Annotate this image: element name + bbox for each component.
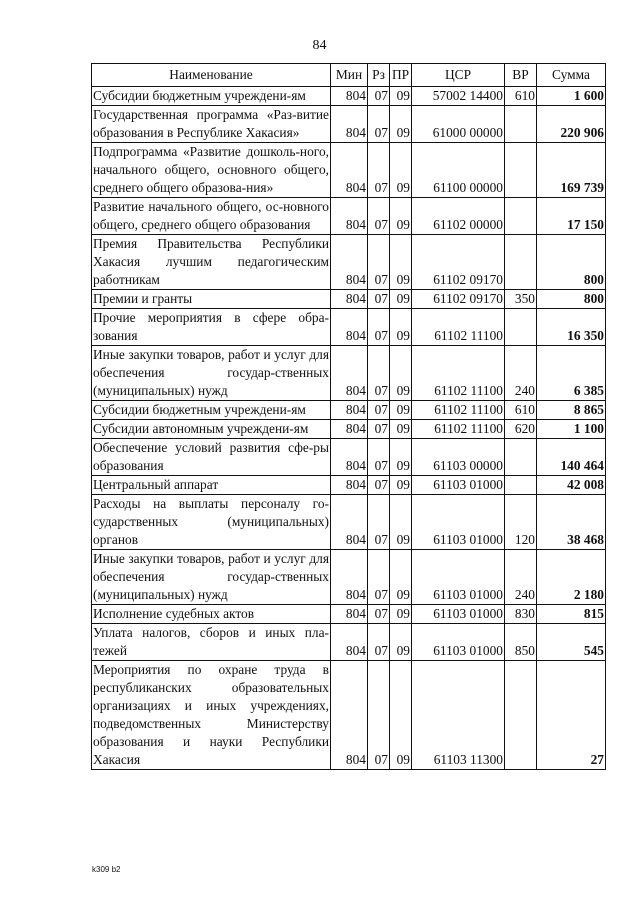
row-name: Мероприятия по охране труда в республиканских образовательных организациях и иных учреждениях, подведомственных Министерству образования и науки Республики Хакасия: [92, 661, 331, 770]
row-rz: 07: [368, 624, 390, 661]
row-min: 804: [331, 420, 368, 439]
row-min: 804: [331, 495, 368, 550]
row-min: 804: [331, 198, 368, 235]
row-amount: 38 468: [537, 495, 606, 550]
table-row: [92, 624, 606, 661]
row-vr: 610: [505, 87, 537, 106]
row-csr: 61103 11300: [412, 661, 505, 770]
row-vr: 830: [505, 605, 537, 624]
row-pr: 09: [390, 346, 412, 401]
row-pr: 09: [390, 401, 412, 420]
row-amount: 6 385: [537, 346, 606, 401]
row-vr: 240: [505, 550, 537, 605]
row-amount: 16 350: [537, 309, 606, 346]
row-vr: [505, 309, 537, 346]
row-amount: 8 865: [537, 401, 606, 420]
row-amount: 800: [537, 290, 606, 309]
row-vr: [505, 476, 537, 495]
row-pr: 09: [390, 476, 412, 495]
row-vr: [505, 661, 537, 770]
column-header-pr: ПР: [390, 64, 412, 87]
table-row: [92, 87, 606, 106]
table-row: [92, 401, 606, 420]
row-csr: 61103 00000: [412, 439, 505, 476]
budget-table: [91, 63, 606, 770]
row-csr: 61102 11100: [412, 346, 505, 401]
table-row: [92, 309, 606, 346]
column-header-name: Наименование: [92, 64, 331, 87]
row-amount: 42 008: [537, 476, 606, 495]
row-csr: 61103 01000: [412, 495, 505, 550]
footer-code: k309 b2: [92, 865, 121, 874]
row-vr: [505, 235, 537, 290]
row-min: 804: [331, 309, 368, 346]
row-min: 804: [331, 550, 368, 605]
row-pr: 09: [390, 624, 412, 661]
row-csr: 61103 01000: [412, 624, 505, 661]
row-name: Субсидии бюджетным учреждени-ям: [92, 401, 331, 420]
row-name: Подпрограмма «Развитие дошколь-ного, начального общего, основного общего, среднего общего образова-ния»: [92, 143, 331, 198]
column-header-rz: Рз: [368, 64, 390, 87]
table-row: [92, 346, 606, 401]
row-vr: 240: [505, 346, 537, 401]
row-pr: 09: [390, 605, 412, 624]
row-vr: 610: [505, 401, 537, 420]
row-pr: 09: [390, 550, 412, 605]
row-rz: 07: [368, 346, 390, 401]
row-csr: 61102 09170: [412, 290, 505, 309]
row-amount: 1 100: [537, 420, 606, 439]
row-name: Исполнение судебных актов: [92, 605, 331, 624]
row-amount: 545: [537, 624, 606, 661]
row-pr: 09: [390, 439, 412, 476]
row-pr: 09: [390, 106, 412, 143]
row-pr: 09: [390, 143, 412, 198]
table-row: [92, 495, 606, 550]
row-min: 804: [331, 605, 368, 624]
row-rz: 07: [368, 439, 390, 476]
row-pr: 09: [390, 309, 412, 346]
row-amount: 1 600: [537, 87, 606, 106]
row-name: Развитие начального общего, ос-новного общего, среднего общего образования: [92, 198, 331, 235]
row-name: Центральный аппарат: [92, 476, 331, 495]
row-rz: 07: [368, 198, 390, 235]
row-rz: 07: [368, 290, 390, 309]
row-min: 804: [331, 624, 368, 661]
row-pr: 09: [390, 87, 412, 106]
row-amount: 27: [537, 661, 606, 770]
table-header-row: [92, 64, 606, 87]
row-min: 804: [331, 476, 368, 495]
row-csr: 61100 00000: [412, 143, 505, 198]
row-pr: 09: [390, 290, 412, 309]
row-vr: [505, 198, 537, 235]
row-name: Прочие мероприятия в сфере обра-зования: [92, 309, 331, 346]
row-amount: 220 906: [537, 106, 606, 143]
row-csr: 57002 14400: [412, 87, 505, 106]
row-rz: 07: [368, 106, 390, 143]
row-csr: 61103 01000: [412, 605, 505, 624]
row-csr: 61102 09170: [412, 235, 505, 290]
row-rz: 07: [368, 143, 390, 198]
table-row: [92, 476, 606, 495]
row-rz: 07: [368, 661, 390, 770]
row-rz: 07: [368, 550, 390, 605]
row-pr: 09: [390, 198, 412, 235]
table-row: [92, 143, 606, 198]
row-rz: 07: [368, 605, 390, 624]
row-min: 804: [331, 401, 368, 420]
row-name: Субсидии автономным учреждени-ям: [92, 420, 331, 439]
row-rz: 07: [368, 420, 390, 439]
table-row: [92, 439, 606, 476]
row-name: Иные закупки товаров, работ и услуг для обеспечения государ-ственных (муниципальных) нужд: [92, 550, 331, 605]
row-csr: 61102 00000: [412, 198, 505, 235]
row-amount: 17 150: [537, 198, 606, 235]
row-rz: 07: [368, 476, 390, 495]
row-rz: 07: [368, 87, 390, 106]
row-name: Иные закупки товаров, работ и услуг для обеспечения государ-ственных (муниципальных) нужд: [92, 346, 331, 401]
row-min: 804: [331, 143, 368, 198]
row-min: 804: [331, 106, 368, 143]
row-min: 804: [331, 235, 368, 290]
table-row: [92, 661, 606, 770]
row-name: Уплата налогов, сборов и иных пла-тежей: [92, 624, 331, 661]
page-number: 84: [312, 38, 327, 53]
row-rz: 07: [368, 309, 390, 346]
table-row: [92, 198, 606, 235]
table-row: [92, 550, 606, 605]
row-pr: 09: [390, 661, 412, 770]
column-header-min: Мин: [331, 64, 368, 87]
table-row: [92, 106, 606, 143]
row-amount: 800: [537, 235, 606, 290]
row-vr: [505, 106, 537, 143]
row-csr: 61102 11100: [412, 309, 505, 346]
row-min: 804: [331, 346, 368, 401]
row-min: 804: [331, 661, 368, 770]
row-vr: [505, 143, 537, 198]
row-amount: 140 464: [537, 439, 606, 476]
row-csr: 61000 00000: [412, 106, 505, 143]
row-csr: 61102 11100: [412, 401, 505, 420]
row-amount: 2 180: [537, 550, 606, 605]
row-csr: 61102 11100: [412, 420, 505, 439]
row-vr: [505, 439, 537, 476]
row-vr: 120: [505, 495, 537, 550]
row-min: 804: [331, 87, 368, 106]
table-row: [92, 605, 606, 624]
row-pr: 09: [390, 420, 412, 439]
row-name: Субсидии бюджетным учреждени-ям: [92, 87, 331, 106]
row-vr: 350: [505, 290, 537, 309]
row-vr: 620: [505, 420, 537, 439]
row-name: Государственная программа «Раз-витие образования в Республике Хакасия»: [92, 106, 331, 143]
row-pr: 09: [390, 495, 412, 550]
table-row: [92, 235, 606, 290]
column-header-amount: Сумма: [537, 64, 606, 87]
column-header-vr: ВР: [505, 64, 537, 87]
row-name: Обеспечение условий развития сфе-ры образования: [92, 439, 331, 476]
table-row: [92, 290, 606, 309]
row-csr: 61103 01000: [412, 476, 505, 495]
row-rz: 07: [368, 235, 390, 290]
row-pr: 09: [390, 235, 412, 290]
row-name: Расходы на выплаты персоналу го-сударственных (муниципальных) органов: [92, 495, 331, 550]
row-name: Премия Правительства Республики Хакасия лучшим педагогическим работникам: [92, 235, 331, 290]
row-rz: 07: [368, 495, 390, 550]
row-amount: 815: [537, 605, 606, 624]
row-csr: 61103 01000: [412, 550, 505, 605]
row-min: 804: [331, 439, 368, 476]
table-row: [92, 420, 606, 439]
row-amount: 169 739: [537, 143, 606, 198]
row-vr: 850: [505, 624, 537, 661]
row-rz: 07: [368, 401, 390, 420]
column-header-csr: ЦСР: [412, 64, 505, 87]
row-name: Премии и гранты: [92, 290, 331, 309]
row-min: 804: [331, 290, 368, 309]
